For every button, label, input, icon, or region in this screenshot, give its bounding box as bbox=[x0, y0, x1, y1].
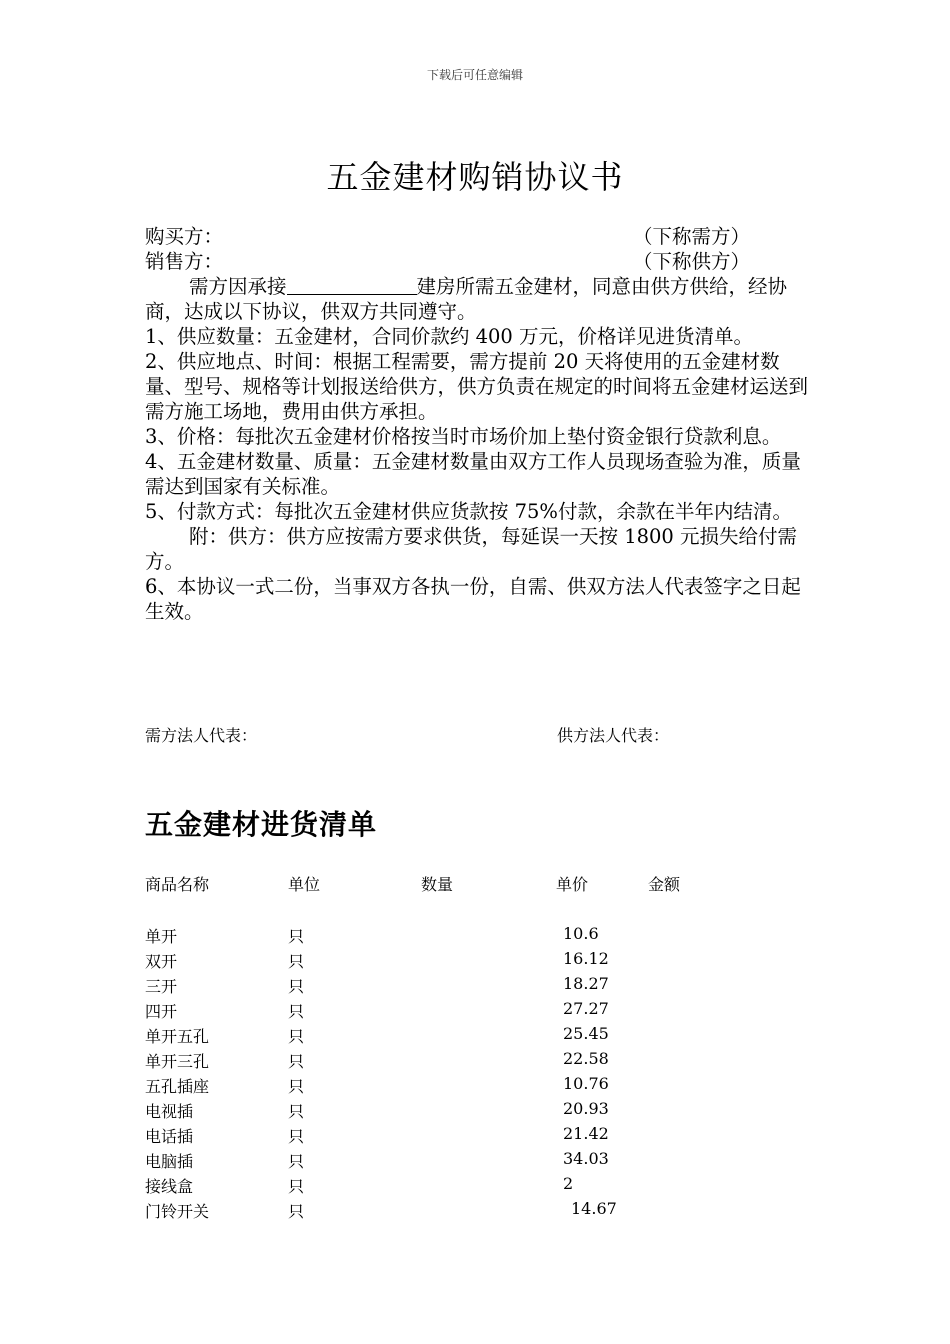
buyer-note: （下称需方） bbox=[633, 225, 751, 248]
item-price: 10.6 bbox=[563, 924, 599, 943]
item-price: 18.27 bbox=[563, 974, 609, 993]
clause-3: 3、价格：每批次五金建材价格按当时市场价加上垫付资金银行贷款利息。 bbox=[145, 425, 782, 448]
item-price: 27.27 bbox=[563, 999, 609, 1018]
header-note: 下载后可任意编辑 bbox=[426, 68, 523, 82]
seller-note: （下称供方） bbox=[633, 250, 751, 273]
clause-2: 2、供应地点、时间：根据工程需要，需方提前 20 天将使用的五金建材数量、型号、规格等计划报送给供方，供方负责在规定的时间将五金建材运送到需方施工场地，费用由供方承担。 bbox=[145, 350, 809, 423]
item-unit: 只 bbox=[288, 1202, 305, 1221]
item-price: 21.42 bbox=[563, 1124, 609, 1143]
item-price: 2 bbox=[563, 1174, 574, 1193]
table-row bbox=[145, 1024, 745, 1049]
item-unit: 只 bbox=[288, 1027, 305, 1046]
appendix-paragraph: 附：供方：供方应按需方要求供货，每延误一天按 1800 元损失给付需方。 bbox=[145, 525, 798, 573]
item-name: 电脑插 bbox=[145, 1152, 194, 1171]
buyer-representative: 需方法人代表： bbox=[145, 726, 258, 745]
item-name: 五孔插座 bbox=[145, 1077, 210, 1096]
item-name: 三开 bbox=[145, 977, 178, 996]
agreement-body bbox=[145, 224, 815, 624]
seller-representative: 供方法人代表： bbox=[557, 726, 670, 745]
item-price: 14.67 bbox=[571, 1199, 617, 1218]
table-row bbox=[145, 1199, 745, 1224]
item-price: 34.03 bbox=[563, 1149, 609, 1168]
clause-6: 6、本协议一式二份，当事双方各执一份，自需、供双方法人代表签字之日起生效。 bbox=[145, 575, 801, 623]
table-row bbox=[145, 974, 745, 999]
clause-5: 5、付款方式：每批次五金建材供应货款按 75%付款，余款在半年内结清。 bbox=[145, 500, 792, 523]
project-blank-line bbox=[287, 275, 417, 295]
item-unit: 只 bbox=[288, 1102, 305, 1121]
page-title: 五金建材购销协议书 bbox=[326, 158, 624, 196]
clause-1: 1、供应数量：五金建材，合同价款约 400 万元，价格详见进货清单。 bbox=[145, 325, 754, 348]
table-row bbox=[145, 1049, 745, 1074]
column-header-quantity: 数量 bbox=[421, 875, 454, 894]
intro-paragraph bbox=[145, 274, 815, 324]
item-unit: 只 bbox=[288, 1052, 305, 1071]
item-price: 22.58 bbox=[563, 1049, 609, 1068]
clause-4: 4、五金建材数量、质量：五金建材数量由双方工作人员现场查验为准，质量需达到国家有关标准。 bbox=[145, 450, 801, 498]
item-name: 单开三孔 bbox=[145, 1052, 210, 1071]
item-unit: 只 bbox=[288, 952, 305, 971]
item-name: 电视插 bbox=[145, 1102, 194, 1121]
buyer-line bbox=[145, 224, 815, 249]
column-header-amount: 金额 bbox=[648, 875, 681, 894]
item-price: 20.93 bbox=[563, 1099, 609, 1118]
item-price: 16.12 bbox=[563, 949, 609, 968]
seller-line bbox=[145, 249, 815, 274]
buyer-label: 购买方： bbox=[145, 225, 224, 248]
item-name: 电话插 bbox=[145, 1127, 194, 1146]
item-name: 双开 bbox=[145, 952, 178, 971]
item-name: 单开 bbox=[145, 927, 178, 946]
item-unit: 只 bbox=[288, 927, 305, 946]
item-name: 门铃开关 bbox=[145, 1202, 210, 1221]
item-name: 接线盒 bbox=[145, 1177, 194, 1196]
table-row bbox=[145, 999, 745, 1024]
seller-label: 销售方： bbox=[145, 250, 224, 273]
item-name: 单开五孔 bbox=[145, 1027, 210, 1046]
intro-part1: 需方因承接 bbox=[189, 275, 287, 298]
column-header-name: 商品名称 bbox=[145, 875, 210, 894]
table-row bbox=[145, 949, 745, 974]
item-unit: 只 bbox=[288, 977, 305, 996]
item-price: 10.76 bbox=[563, 1074, 609, 1093]
item-price: 25.45 bbox=[563, 1024, 609, 1043]
item-unit: 只 bbox=[288, 1077, 305, 1096]
item-unit: 只 bbox=[288, 1177, 305, 1196]
item-name: 四开 bbox=[145, 1002, 178, 1021]
table-row bbox=[145, 1099, 745, 1124]
table-row bbox=[145, 1174, 745, 1199]
column-header-unit: 单位 bbox=[288, 875, 321, 894]
table-row bbox=[145, 924, 745, 949]
table-row bbox=[145, 1124, 745, 1149]
table-row bbox=[145, 1149, 745, 1174]
item-unit: 只 bbox=[288, 1152, 305, 1171]
item-unit: 只 bbox=[288, 1127, 305, 1146]
purchase-list-title: 五金建材进货清单 bbox=[145, 808, 378, 841]
intro-part2: 建房所需五金建材，同意由供方供给，经协商，达成以下协议，供双方共同遵守。 bbox=[145, 275, 788, 323]
table-row bbox=[145, 1074, 745, 1099]
column-header-price: 单价 bbox=[556, 875, 589, 894]
item-unit: 只 bbox=[288, 1002, 305, 1021]
